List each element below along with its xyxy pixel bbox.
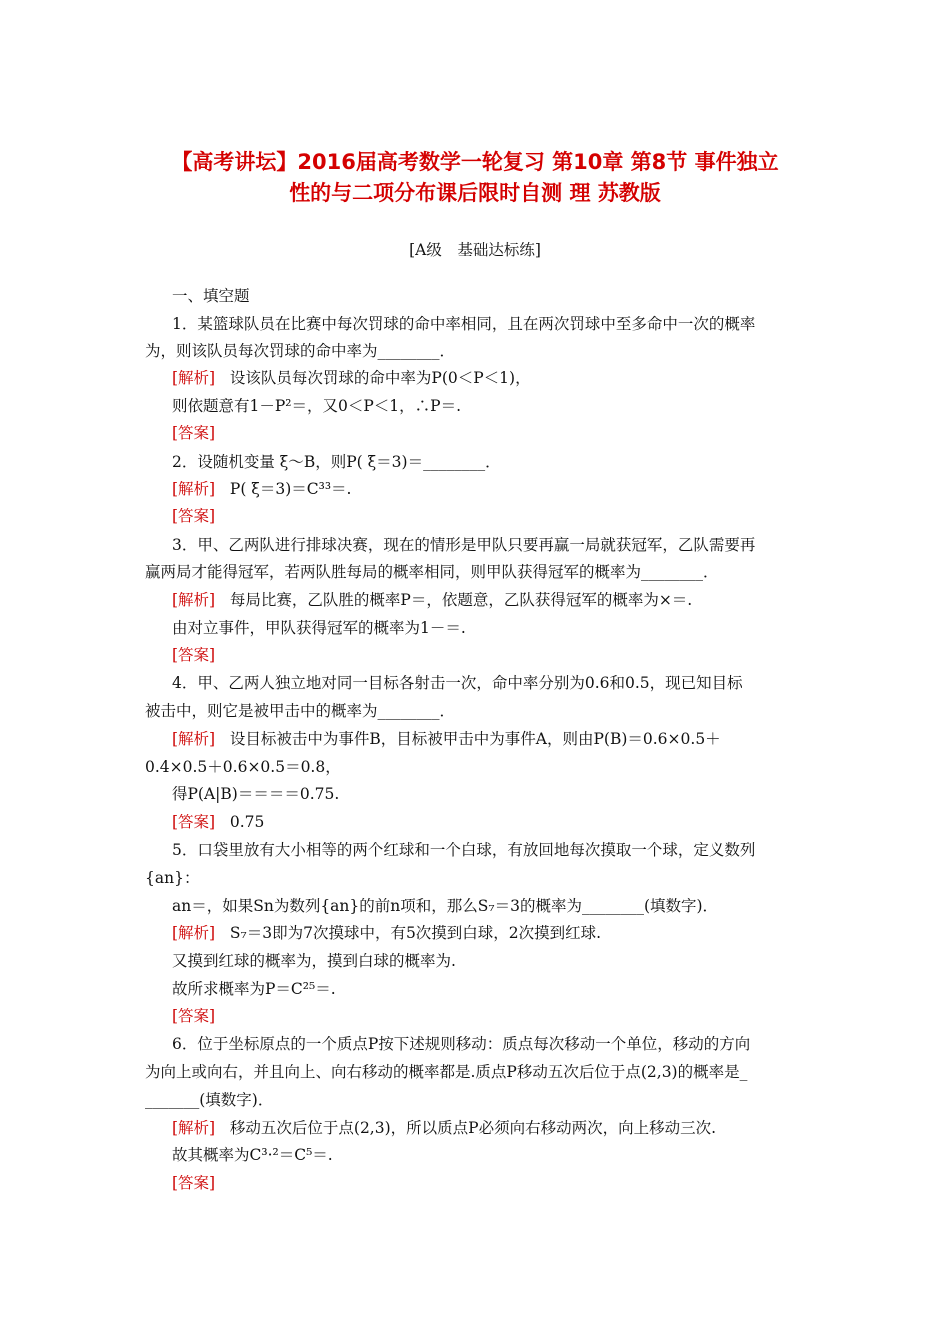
q3-answer-line bbox=[172, 645, 230, 665]
answer-tag: [答案] bbox=[172, 646, 216, 664]
q1-analysis-line-1 bbox=[172, 368, 531, 388]
q2-stem-line-1: 2．设随机变量 ξ～B，则P( ξ＝3)＝________． bbox=[172, 453, 501, 471]
q4-analysis-line-1 bbox=[172, 729, 721, 749]
q5-analysis-line-1 bbox=[172, 923, 601, 943]
answer-tag: [答案] bbox=[172, 424, 216, 442]
q1-analysis-line-2: 则依题意有1－P²＝，又0＜P＜1，∴P＝. bbox=[172, 397, 462, 415]
q4-stem-line-2: 被击中，则它是被甲击中的概率为________． bbox=[145, 702, 456, 720]
q2-answer-line bbox=[172, 506, 230, 526]
q1-stem-line-1: 1．某篮球队员在比赛中每次罚球的命中率相同，且在两次罚球中至多命中一次的概率 bbox=[172, 315, 756, 333]
q3-analysis-line-2: 由对立事件，甲队获得冠军的概率为1－＝. bbox=[172, 619, 466, 637]
level-heading: [A级 基础达标练] bbox=[409, 241, 541, 259]
analysis-tag: [解析] bbox=[172, 480, 216, 498]
q2-analysis-text: P( ξ＝3)＝C³³＝. bbox=[229, 480, 352, 498]
q6-analysis-text: 移动五次后位于点(2,3)，所以质点P必须向右移动两次，向上移动三次. bbox=[229, 1119, 716, 1137]
analysis-tag: [解析] bbox=[172, 1119, 216, 1137]
q5-analysis-line-3: 故所求概率为P＝C²⁵＝. bbox=[172, 980, 336, 998]
q2-analysis-line-1 bbox=[172, 479, 351, 499]
answer-tag: [答案] bbox=[172, 1174, 216, 1192]
q6-stem-line-3: _______(填数字)． bbox=[145, 1091, 274, 1109]
q6-analysis-line-2: 故其概率为C³·²＝C⁵＝. bbox=[172, 1146, 333, 1164]
q5-analysis-text: S₇＝3即为7次摸球中，有5次摸到白球，2次摸到红球. bbox=[229, 924, 602, 942]
q6-stem-line-1: 6．位于坐标原点的一个质点P按下述规则移动：质点每次移动一个单位，移动的方向 bbox=[172, 1035, 751, 1053]
q1-stem-line-2: 为，则该队员每次罚球的命中率为________． bbox=[145, 342, 456, 360]
answer-tag: [答案] bbox=[172, 813, 216, 831]
section-heading: 一、填空题 bbox=[172, 287, 250, 305]
title-line-2: 性的与二项分布课后限时自测 理 苏教版 bbox=[289, 181, 661, 205]
q6-answer-line bbox=[172, 1173, 230, 1193]
answer-tag: [答案] bbox=[172, 1007, 216, 1025]
q1-analysis-text: 设该队员每次罚球的命中率为P(0＜P＜1)， bbox=[229, 369, 531, 387]
q6-stem-line-2: 为向上或向右，并且向上、向右移动的概率都是.质点P移动五次后位于点(2,3)的概率是_ bbox=[145, 1063, 748, 1081]
q3-analysis-text: 每局比赛，乙队胜的概率P＝，依题意，乙队获得冠军的概率为×＝. bbox=[229, 591, 693, 609]
q4-analysis-line-2: 0.4×0.5＋0.6×0.5＝0.8， bbox=[145, 758, 341, 776]
q6-analysis-line-1 bbox=[172, 1118, 716, 1138]
q1-answer-line bbox=[172, 423, 230, 443]
q5-answer-line bbox=[172, 1006, 230, 1026]
q3-stem-line-1: 3．甲、乙两队进行排球决赛，现在的情形是甲队只要再赢一局就获冠军，乙队需要再 bbox=[172, 536, 756, 554]
q4-analysis-text: 设目标被击中为事件B，目标被甲击中为事件A，则由P(B)＝0.6×0.5＋ bbox=[229, 730, 721, 748]
answer-tag: [答案] bbox=[172, 507, 216, 525]
q4-stem-line-1: 4．甲、乙两人独立地对同一目标各射击一次，命中率分别为0.6和0.5，现已知目标 bbox=[172, 674, 743, 692]
q5-stem-line-1: 5．口袋里放有大小相等的两个红球和一个白球，有放回地每次摸取一个球，定义数列 bbox=[172, 841, 756, 859]
q4-analysis-line-3: 得P(A|B)＝＝＝＝0.75. bbox=[172, 785, 340, 803]
analysis-tag: [解析] bbox=[172, 369, 216, 387]
q4-answer-value: 0.75 bbox=[229, 813, 265, 831]
q5-stem-line-3: an＝，如果Sn为数列{an}的前n项和，那么S₇＝3的概率为________(填数字)． bbox=[172, 897, 719, 915]
title-line-1: 【高考讲坛】2016届高考数学一轮复习 第10章 第8节 事件独立 bbox=[171, 150, 779, 174]
q5-stem-line-2: {an}： bbox=[145, 869, 200, 887]
analysis-tag: [解析] bbox=[172, 924, 216, 942]
q5-analysis-line-2: 又摸到红球的概率为，摸到白球的概率为. bbox=[172, 952, 456, 970]
q3-stem-line-2: 赢两局才能得冠军，若两队胜每局的概率相同，则甲队获得冠军的概率为________． bbox=[145, 563, 719, 581]
q3-analysis-line-1 bbox=[172, 590, 692, 610]
analysis-tag: [解析] bbox=[172, 730, 216, 748]
q4-answer-line bbox=[172, 812, 264, 832]
analysis-tag: [解析] bbox=[172, 591, 216, 609]
